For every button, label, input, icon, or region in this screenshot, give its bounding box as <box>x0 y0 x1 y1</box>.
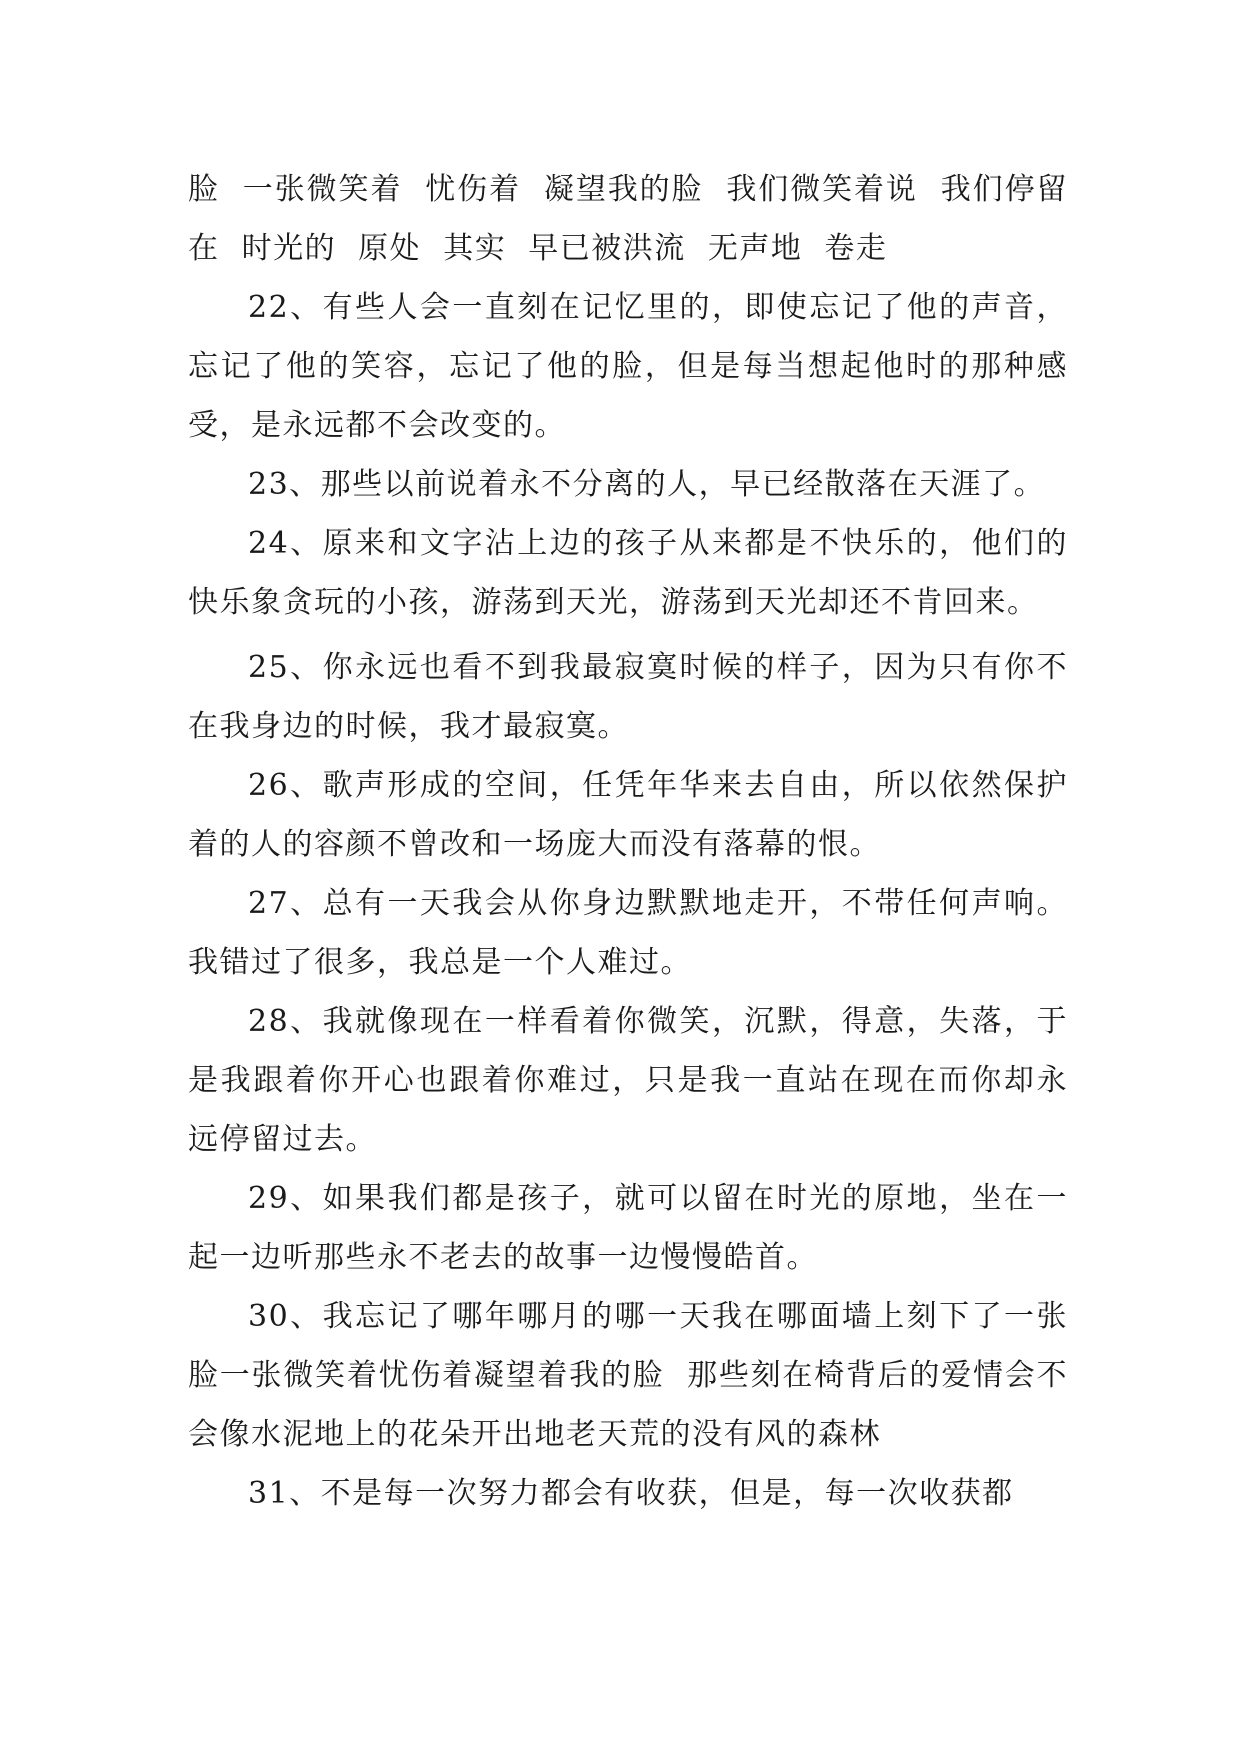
paragraph-31: 31、不是每一次努力都会有收获，但是，每一次收获都 <box>248 1476 1014 1511</box>
paragraph-26: 26、歌声形成的空间，任凭年华来去自由，所以依然保护着的人的容颜不曾改和一场庞大而没有落幕的恨。 <box>188 768 1068 862</box>
document-page <box>188 160 1068 1523</box>
paragraph-30: 30、我忘记了哪年哪月的哪一天我在哪面墙上刻下了一张脸一张微笑着忧伤着凝望着我的脸 那些刻在椅背后的爱情会不会像水泥地上的花朵开出地老天荒的没有风的森林 <box>188 1299 1068 1452</box>
paragraph-22: 22、有些人会一直刻在记忆里的，即使忘记了他的声音，忘记了他的笑容，忘记了他的脸，但是每当想起他时的那种感受，是永远都不会改变的。 <box>188 290 1068 443</box>
paragraph-29: 29、如果我们都是孩子，就可以留在时光的原地，坐在一起一边听那些永不老去的故事一边慢慢皓首。 <box>188 1181 1068 1275</box>
paragraph-continuation: 脸 一张微笑着 忧伤着 凝望我的脸 我们微笑着说 我们停留在 时光的 原处 其实 早已被洪流 无声地 卷走 <box>188 172 1068 266</box>
paragraph-24: 24、原来和文字沾上边的孩子从来都是不快乐的，他们的快乐象贪玩的小孩，游荡到天光，游荡到天光却还不肯回来。 <box>188 526 1068 620</box>
paragraph-27: 27、总有一天我会从你身边默默地走开，不带任何声响。我错过了很多，我总是一个人难过。 <box>188 886 1068 980</box>
paragraph-25: 25、你永远也看不到我最寂寞时候的样子，因为只有你不在我身边的时候，我才最寂寞。 <box>188 650 1068 744</box>
paragraph-23: 23、那些以前说着永不分离的人，早已经散落在天涯了。 <box>248 467 1046 502</box>
paragraph-28: 28、我就像现在一样看着你微笑，沉默，得意，失落，于是我跟着你开心也跟着你难过，只是我一直站在现在而你却永远停留过去。 <box>188 1004 1068 1157</box>
